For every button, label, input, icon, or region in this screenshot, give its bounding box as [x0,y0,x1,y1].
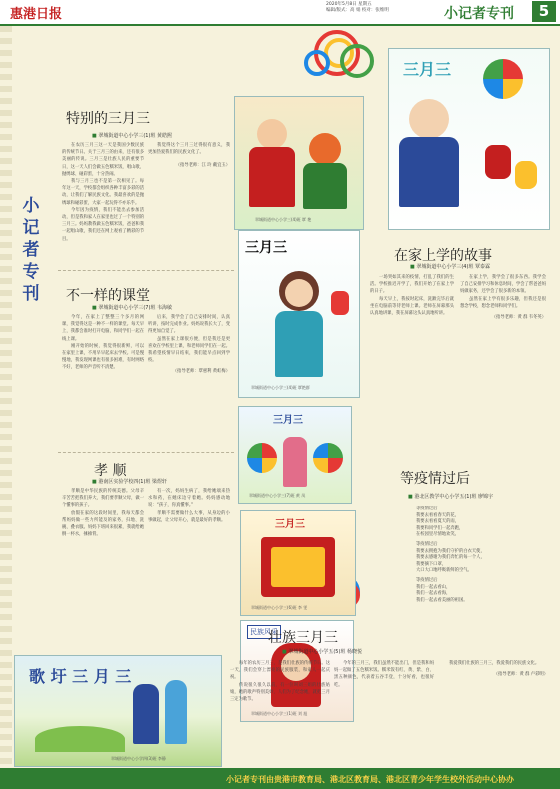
painting-girl-costume [234,96,364,230]
article-byline: ■ 翠城街道中心小学三(1)班 黄皓熙 [92,132,172,139]
dateline-date: 2020年5月8日 星期五 [326,2,372,7]
figure-shape [275,311,323,377]
article-signoff: （指导老师：覃惠利 黄虹梅） [172,369,230,375]
article-body: 每年的农历三月三，是我们壮族的传统节日。这一天，我们会穿上漂亮的民族服装，和家人一起庆祝。 传说很久很久以前，有一位叫刘三姐的壮族姑娘，她的歌声特别美妙，人们为了纪念她，就把三月三定为歌节。 [230,661,330,703]
divider [58,452,234,453]
article-body: 今年的三月三，我们虽然不能出门，但是我和妈妈一起做了五色糯米饭。糯米饭有红、黄、紫、白、黑五种颜色，代表着五谷丰登，十分好看，也很好吃。 [334,661,434,688]
painting-caption: 翠城街道中心小学三(4)班 覃 艳 [255,217,312,222]
painting-title: 三月三 [275,519,305,530]
poem-body: 等疫情过后 我要去看看春天的花， 我要去看看夏天的雨， 我要和同学们一起奔跑， 在校园里尽情地欢笑。 等疫情过后 我要去拥抱为我们守护的白衣天使， 我要去感谢为我们奔忙的每一个人， 我要摘下口罩， 大口大口地呼吸新鲜的空气。 等疫情过后 我们一起去看山， 我们一起去看海， 我们一起去看美丽的祖国。 [416,506,485,603]
article-body: 在家上学，我学会了很多东西。我学会了自己安排学习和休息时间，学会了帮爸爸妈妈做家务，还学会了很多新的本领。 虽然在家上学有很多乐趣，但我还是很想念学校，想念老师和同学们。 （指导老师：黄 群 韦冬英） [460,275,546,321]
article-title: 壮族三月三 [268,630,338,646]
painting-caption: 翠城街道中心小学三(4)班 覃艳群 [251,385,310,390]
left-decorative-stripe [0,26,12,786]
article-byline: ■ 翠城街道中心小学五(5)班 杨晓悦 [282,648,362,655]
painting-title: 三月三 [273,415,303,426]
figure-head [257,119,287,149]
embroidered-ball-icon [313,443,343,473]
article-byline: ■ 港北区教学中心小学五(1)班 廖锦宇 [408,493,493,500]
figure-shape [165,680,187,744]
painting-title: 三月三 [403,60,452,79]
figure-shape [399,137,459,207]
painting-title: 歌 圩 三 月 三 [29,667,132,686]
figure-head [309,133,341,165]
painting-caption: 翠城街道中心小学三(6)班 李 雯 [251,605,308,610]
painting-girl-lantern [238,230,360,398]
decorative-rings-icon [300,26,380,86]
stage-shape [271,547,325,587]
dateline-editors: 编辑/版式：高 娟 校对：张维明 [326,8,389,13]
painting-caption: 翠城街道中心小学三(1)班 刘 旭 [251,711,308,716]
article-signoff: （指导老师：黄 群 卢彩明） [493,672,548,678]
article-byline: ■ 翠城街道中心小学三(7)班 韦海敏 [92,304,172,311]
embroidered-ball-icon [483,59,523,99]
figure-head [285,279,313,307]
section-title: 小记者专刊 [444,6,514,22]
article-body: 在农历三月三这一天是我国少数民族的传统节日。关于三月三的由来，还有很多美丽的传说。三月三是壮族人民的重要节日，这一天人们会做五色糯米饭，唱山歌、抛绣球、碰彩蛋，十分热闹。 我与三月三也不是第一次相见了。每年这一天，学校都会组织各种丰富多彩的活动，让我们了解民族文化。我最喜欢的是抛绣球和碰彩蛋，大家一起玩得不亦乐乎。 今年因为疫情，我们不能出去参加活动，但是我和家人在家里也过了一个特别的三月三。妈妈教我做五色糯米饭，爸爸和我一起唱山歌，我们还在网上观看了精彩的节目。 [62,143,144,242]
painting-lanterns [388,48,550,230]
article-title: 不一样的课堂 [66,288,150,304]
embroidered-ball-icon [247,443,277,473]
article-body: 后来，我学会了自己安排时间，认真听讲，按时完成作业。妈妈说我长大了，变得更加自觉了。 虽然在家上课很方便，但是我还是更喜欢在学校里上课，和老师同学们在一起。我希望疫情早日结束，我们能早点回到学校。 （指导老师：覃惠利 黄虹梅） [148,315,230,375]
painting-caption: 翠城街道中心小学三(7)班 黄 凤 [249,493,306,498]
newspaper-logo: 惠港日报 [10,7,63,22]
article-byline: ■ 港南区实验学校四(1)班 梁煜轩 [92,478,167,485]
article-body: 孝顺是中华民族的传统美德。父母辛辛苦苦把我们养大，我们要孝顺父母，做一个懂事的孩子。 放假在家的这段时间里，我每天都会帮妈妈做一些力所能及的家务，扫地、洗碗、叠衣服。妈妈下班回来很累，我就给她倒一杯水，捶捶背。 [62,489,144,538]
grass-shape [35,726,125,752]
footer-text: 小记者专刊由贵港市教育局、港北区教育局、港北区青少年学生校外活动中心协办 [226,775,514,784]
vertical-section-title: 小记者专刊 [22,196,40,304]
article-title: 特别的三月三 [66,111,150,127]
figure-head [409,99,449,139]
article-byline: ■ 翠城街道中心小学三(4)班 覃泰霖 [410,263,490,270]
painting-song-festival [14,655,222,767]
figure-shape [283,437,307,487]
painting-dancers [238,406,352,504]
figure-shape [133,684,159,744]
painting-caption: 翠城街道中心小学四(3)班 李静 [111,756,166,761]
article-body: 我爱我们壮族的三月三，我爱我们的民族文化。 （指导老师：黄 群 卢彩明） [440,660,548,764]
painting-title: 民族风采 [247,625,281,639]
dateline [326,2,389,14]
lantern-icon [515,161,537,189]
lantern-icon [485,145,511,179]
article-body: 今年，在家上了整整三个多月的网课，我觉得这是一种不一样的课堂。每天早上，我都会准时打开电脑，和同学们一起在线上课。 刚开始的时候，我觉得很新鲜，可以在家里上课，不用早早起床去学校。可是慢慢地，我发现网课也有很多困难，有时网络不好，老师的声音听不清楚。 [62,315,144,371]
figure-shape [303,163,347,209]
article-body: 一场突如其来的疫情，打乱了我们的生活。学校推迟开学了，我们开始了在家上学的日子。 每天早上，我按时起床，洗漱完毕后就坐在电脑前等待老师上课。老师在屏幕那头认真地讲课，我在屏幕这头认真地听讲。 [370,275,454,317]
article-body: 有一次，妈妈生病了，我给她端来热水和药，在她床边守着她。妈妈感动地说：“孩子，你真懂事。” 孝顺不需要做什么大事，从身边的小事做起，让父母开心，就是最好的孝顺。 [148,489,230,523]
painting-title: 三月三 [245,240,287,256]
article-signoff: （指导老师：江 玲 戴宜玉） [175,163,230,169]
article-signoff: （指导老师：黄 群 韦冬英） [491,315,546,321]
page-number: 5 [532,1,556,22]
article-title: 孝 顺 [94,463,127,479]
figure-shape [249,147,295,207]
painting-festival-stage [240,510,356,616]
article-body: 我觉得这个三月三过得很有意义，我更加热爱我们的民族文化了。 （指导老师：江 玲 戴宜玉） [148,143,230,169]
lantern-icon [331,291,349,315]
article-title: 等疫情过后 [400,471,470,487]
article-title: 在家上学的故事 [394,248,492,264]
divider [58,270,234,271]
